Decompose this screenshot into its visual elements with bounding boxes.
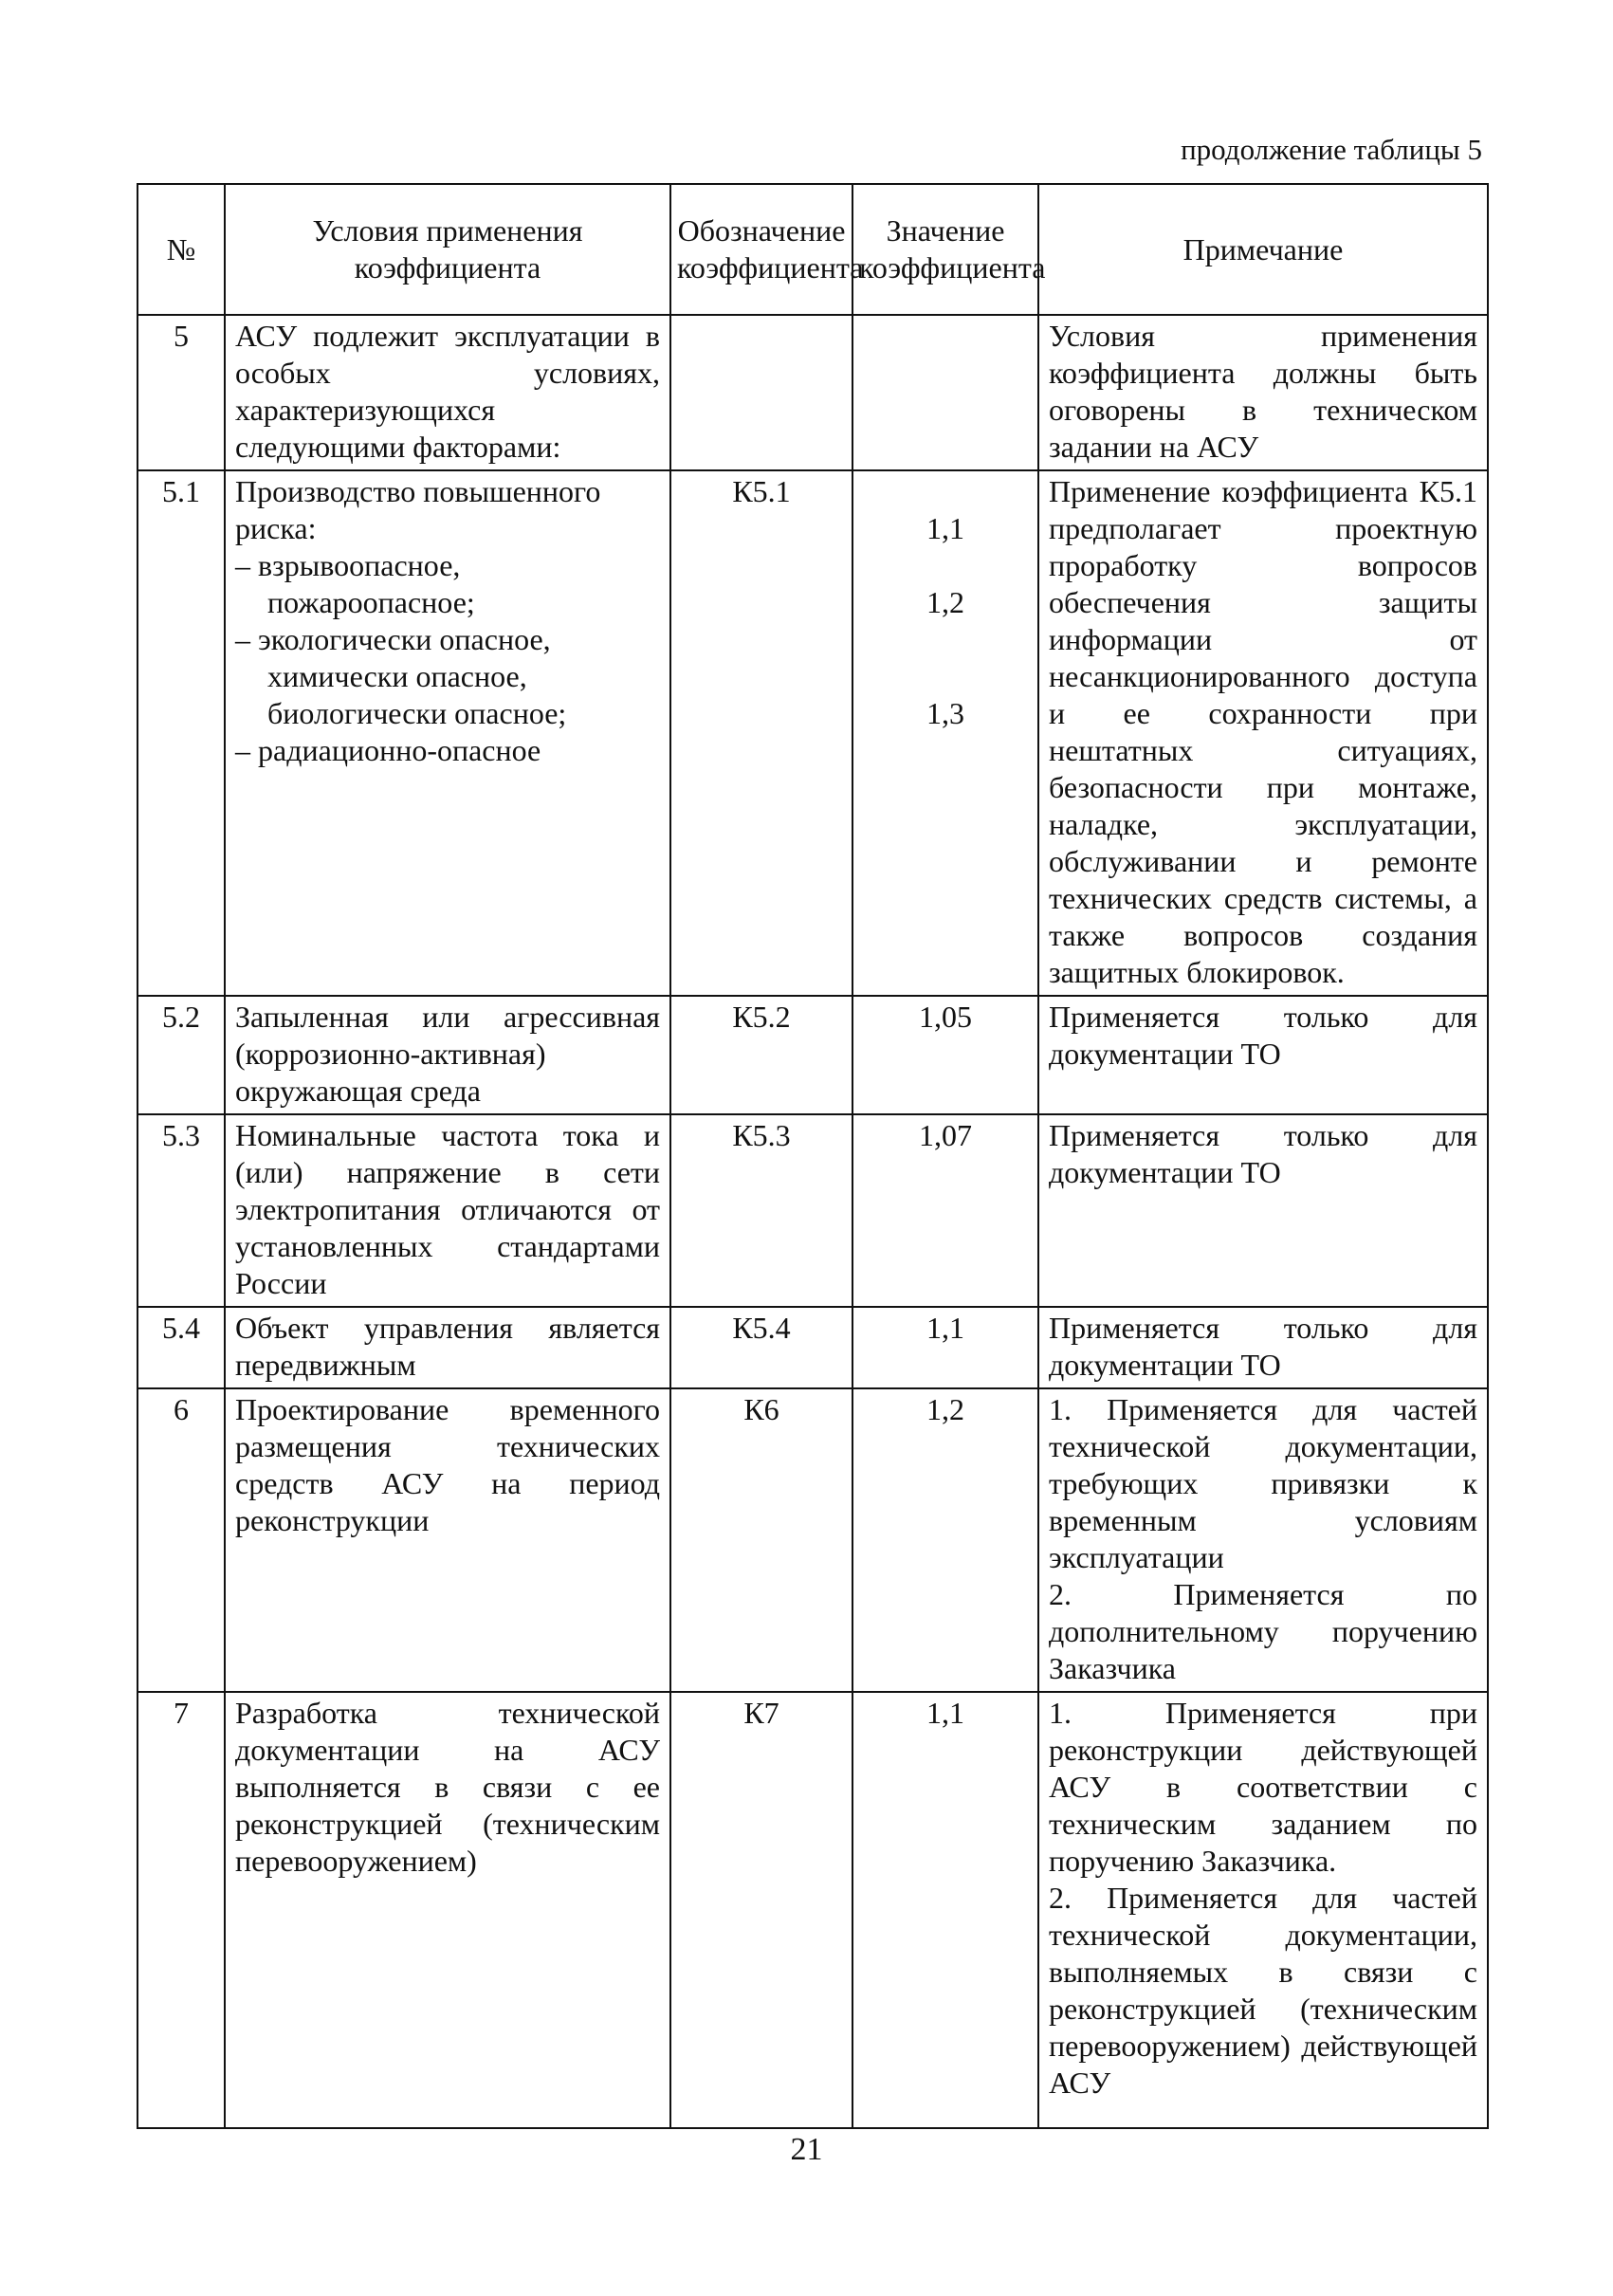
row-condition: АСУ подлежит эксплуатации в особых условиях, характеризующихся следующими факторами: — [225, 315, 670, 470]
row-value: 1,05 — [852, 996, 1038, 1114]
table-row — [137, 1114, 1488, 1307]
row-number: 7 — [137, 1692, 225, 2128]
table-row — [137, 1692, 1488, 2128]
row-number: 5.3 — [137, 1114, 225, 1307]
header-row — [137, 184, 1488, 315]
row-condition-title: Производство повышенного риска: — [235, 474, 601, 545]
row-condition: Номинальные частота тока и (или) напряжение в сети электропитания отличаются от установленных стандартами России — [225, 1114, 670, 1307]
table-caption: продолжение таблицы 5 — [1181, 133, 1482, 166]
value-item: 1,2 — [926, 585, 964, 619]
table-row — [137, 315, 1488, 470]
condition-item: – радиационно-опасное — [235, 733, 541, 767]
row-number: 5 — [137, 315, 225, 470]
row-value: 1,1 — [852, 1307, 1038, 1388]
note-item: 1. Применяется при реконструкции действующей АСУ в соответствии с техническим заданием по поручению Заказчика. — [1049, 1696, 1477, 1878]
row-value — [852, 470, 1038, 996]
note-item: 1. Применяется для частей технической документации, требующих привязки к временным условиям эксплуатации — [1049, 1392, 1477, 1574]
table-row — [137, 470, 1488, 996]
row-condition: Разработка технической документации на АСУ выполняется в связи с ее реконструкцией (техническим перевооружением) — [225, 1692, 670, 2128]
row-number: 5.1 — [137, 470, 225, 996]
page-number: 21 — [790, 2132, 823, 2167]
header-conditions: Условия применения коэффициента — [225, 184, 670, 315]
row-value — [852, 315, 1038, 470]
condition-item: – экологически опасное, химически опасное, биологически опасное; — [235, 622, 567, 730]
row-designation: К5.2 — [670, 996, 852, 1114]
row-number: 6 — [137, 1388, 225, 1692]
row-value: 1,07 — [852, 1114, 1038, 1307]
row-condition: Проектирование временного размещения технических средств АСУ на период реконструкции — [225, 1388, 670, 1692]
row-value: 1,2 — [852, 1388, 1038, 1692]
table-row — [137, 1388, 1488, 1692]
note-item: 2. Применяется для частей технической документации, выполняемых в связи с реконструкцией (техническим перевооружением) действующей АСУ — [1049, 1881, 1477, 2100]
table-row — [137, 1307, 1488, 1388]
row-designation: К6 — [670, 1388, 852, 1692]
row-condition: Объект управления является передвижным — [225, 1307, 670, 1388]
row-designation — [670, 315, 852, 470]
row-condition — [225, 470, 670, 996]
header-value: Значение коэффициента — [852, 184, 1038, 315]
table-row — [137, 996, 1488, 1114]
row-designation: К5.4 — [670, 1307, 852, 1388]
row-note: Условия применения коэффициента должны быть оговорены в техническом задании на АСУ — [1038, 315, 1488, 470]
header-designation: Обозначение коэффициента — [670, 184, 852, 315]
coefficients-table — [137, 183, 1489, 2129]
value-item: 1,1 — [926, 511, 964, 545]
row-number: 5.4 — [137, 1307, 225, 1388]
condition-item: – взрывоопасное, пожароопасное; — [235, 548, 475, 619]
row-designation: К7 — [670, 1692, 852, 2128]
row-number: 5.2 — [137, 996, 225, 1114]
row-note: Применение коэффициента К5.1 предполагает проектную проработку вопросов обеспечения защиты информации от несанкционированного доступа и ее сохранности при нештатных ситуациях, безопасности при монтаже, наладке, эксплуатации, обслуживании и ремонте технических средств системы, а также вопросов создания защитных блокировок. — [1038, 470, 1488, 996]
row-note: Применяется только для документации ТО — [1038, 996, 1488, 1114]
row-note: Применяется только для документации ТО — [1038, 1307, 1488, 1388]
header-note: Примечание — [1038, 184, 1488, 315]
header-no: № — [137, 184, 225, 315]
row-note: Применяется только для документации ТО — [1038, 1114, 1488, 1307]
row-designation: К5.1 — [670, 470, 852, 996]
row-designation: К5.3 — [670, 1114, 852, 1307]
row-condition: Запыленная или агрессивная (коррозионно-активная) окружающая среда — [225, 996, 670, 1114]
row-note — [1038, 1692, 1488, 2128]
row-value: 1,1 — [852, 1692, 1038, 2128]
row-note — [1038, 1388, 1488, 1692]
value-item: 1,3 — [926, 696, 964, 730]
note-item: 2. Применяется по дополнительному поручению Заказчика — [1049, 1577, 1477, 1685]
